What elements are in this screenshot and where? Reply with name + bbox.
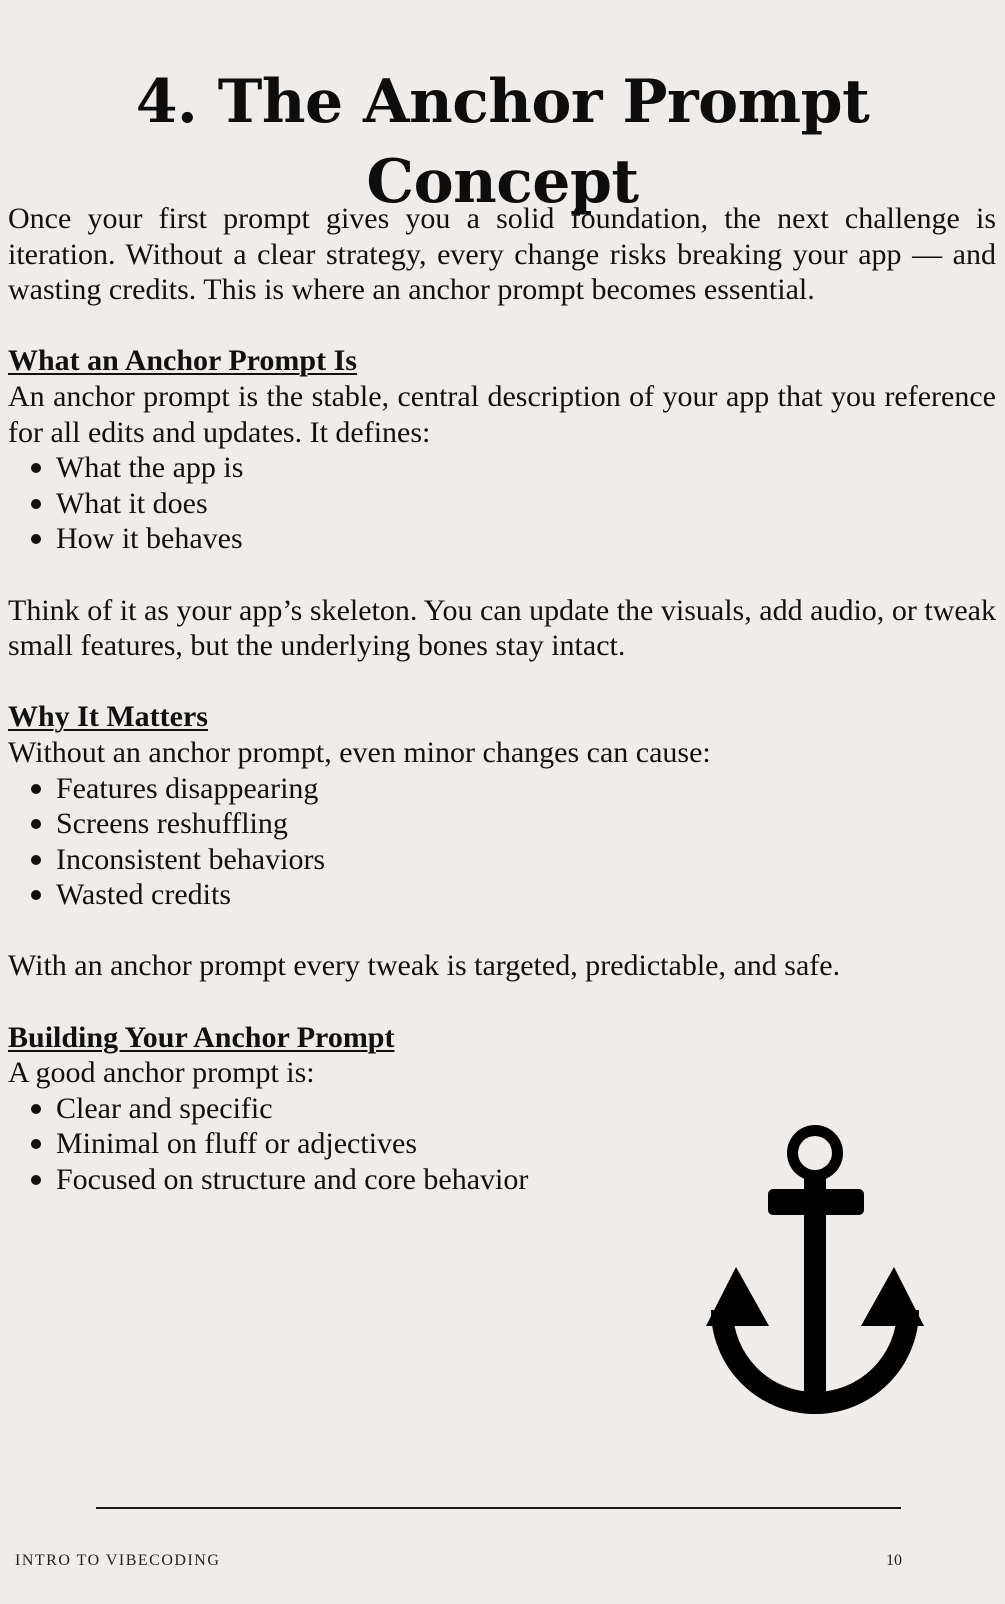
list-item bbox=[8, 771, 996, 807]
list-item bbox=[8, 842, 996, 878]
spacer bbox=[8, 664, 996, 700]
spacer bbox=[8, 557, 996, 593]
section-lead: A good anchor prompt is: bbox=[8, 1056, 315, 1090]
spacer bbox=[8, 984, 996, 1020]
list-item-text: Inconsistent behaviors bbox=[56, 842, 326, 876]
bullet-icon bbox=[31, 534, 41, 544]
section-heading: What an Anchor Prompt Is bbox=[8, 344, 357, 378]
section-lead: An anchor prompt is the stable, central description of your app that you reference for all edits and updates. It defines: bbox=[8, 379, 996, 449]
section-closing: With an anchor prompt every tweak is targeted, predictable, and safe. bbox=[8, 949, 841, 983]
list-item bbox=[8, 877, 996, 913]
section-heading: Building Your Anchor Prompt bbox=[8, 1020, 395, 1054]
bullet-icon bbox=[31, 855, 41, 865]
page-number: 10 bbox=[886, 1552, 902, 1569]
section-heading: Why It Matters bbox=[8, 700, 208, 734]
spacer bbox=[8, 913, 996, 949]
list-item-text: Clear and specific bbox=[56, 1091, 273, 1125]
list-item bbox=[8, 521, 996, 557]
anchor-icon bbox=[700, 1120, 930, 1420]
list-item-text: Wasted credits bbox=[56, 878, 232, 912]
bullet-icon bbox=[31, 784, 41, 794]
list-item bbox=[8, 486, 996, 522]
bullet-list bbox=[8, 450, 996, 557]
footer-book-title: INTRO TO VIBECODING bbox=[15, 1552, 221, 1569]
list-item bbox=[8, 806, 996, 842]
list-item-text: What the app is bbox=[56, 451, 244, 485]
bullet-icon bbox=[31, 890, 41, 900]
section-why-it-matters bbox=[8, 699, 996, 984]
intro-paragraph: Once your first prompt gives you a solid foundation, the next challenge is iteration. Without a clear strategy, every change risks breaking your app — and wasting credits. This is where an anchor prompt becomes essential. bbox=[8, 202, 996, 307]
list-item-text: Screens reshuffling bbox=[56, 807, 288, 841]
list-item-text: What it does bbox=[56, 486, 208, 520]
footer-divider bbox=[96, 1507, 901, 1509]
list-item-text: Features disappearing bbox=[56, 771, 319, 805]
section-closing: Think of it as your app’s skeleton. You can update the visuals, add audio, or tweak small features, but the underlying bones stay intact. bbox=[8, 593, 996, 663]
list-item-text: How it behaves bbox=[56, 522, 243, 556]
page-content bbox=[8, 201, 996, 1198]
bullet-icon bbox=[31, 463, 41, 473]
spacer bbox=[8, 308, 996, 344]
section-what-anchor-prompt-is bbox=[8, 343, 996, 663]
bullet-icon bbox=[31, 1139, 41, 1149]
bullet-icon bbox=[31, 1104, 41, 1114]
page-title: 4. The Anchor Prompt Concept bbox=[135, 67, 870, 217]
list-item bbox=[8, 450, 996, 486]
list-item-text: Minimal on fluff or adjectives bbox=[56, 1127, 418, 1161]
bullet-icon bbox=[31, 499, 41, 509]
bullet-list bbox=[8, 771, 996, 913]
section-lead: Without an anchor prompt, even minor changes can cause: bbox=[8, 735, 711, 769]
bullet-icon bbox=[31, 1175, 41, 1185]
list-item-text: Focused on structure and core behavior bbox=[56, 1163, 529, 1197]
bullet-icon bbox=[31, 819, 41, 829]
